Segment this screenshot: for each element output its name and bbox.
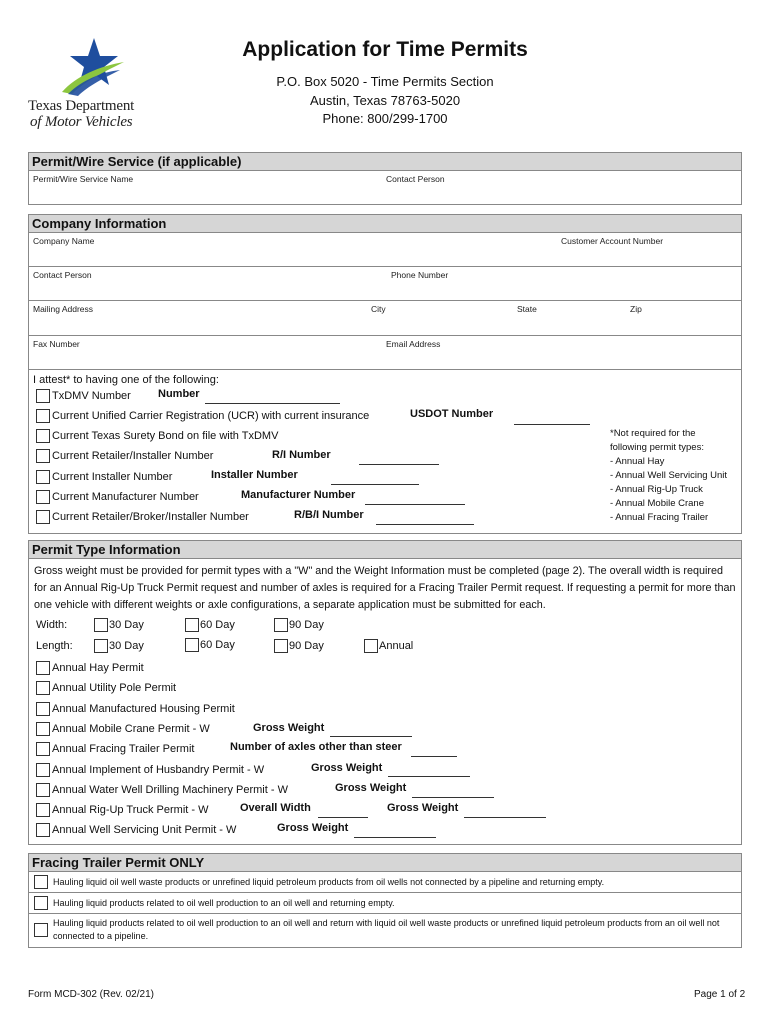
fracing-checkbox[interactable]: [36, 742, 50, 756]
crane-gross-weight-label: Gross Weight: [253, 722, 325, 734]
phone-number-field[interactable]: [389, 281, 737, 299]
length-60-checkbox[interactable]: [185, 638, 199, 652]
retailer-installer-label: Current Retailer/Installer Number: [52, 450, 214, 462]
water-well-gross-weight-label: Gross Weight: [335, 782, 407, 794]
note-line: - Annual Well Servicing Unit: [610, 470, 728, 481]
rbi-number-field[interactable]: [376, 524, 474, 525]
attest-intro: I attest* to having one of the following:: [33, 374, 219, 386]
note-line: following permit types:: [610, 442, 704, 453]
utility-checkbox[interactable]: [36, 681, 50, 695]
permit-type-box: [28, 559, 742, 845]
city-field[interactable]: [369, 315, 509, 333]
fracing-opt2-label: Hauling liquid products related to oil well production to an oil well and returning empty.: [53, 898, 395, 908]
note-line: - Annual Mobile Crane: [610, 498, 704, 509]
email-field[interactable]: [384, 350, 736, 368]
rbi-checkbox[interactable]: [36, 510, 50, 524]
husbandry-label: Annual Implement of Husbandry Permit - W: [52, 764, 265, 776]
customer-account-field[interactable]: [559, 247, 737, 265]
axles-label: Number of axles other than steer: [230, 741, 402, 753]
state-label: State: [517, 304, 537, 314]
rigup-gross-weight-field[interactable]: [464, 817, 546, 818]
company-name-field[interactable]: [31, 247, 531, 265]
hay-checkbox[interactable]: [36, 661, 50, 675]
company-box: [28, 233, 742, 370]
manufacturer-label: Current Manufacturer Number: [52, 491, 199, 503]
page-title: Application for Time Permits: [242, 38, 528, 61]
water-well-label: Annual Water Well Drilling Machinery Permit - W: [52, 784, 288, 796]
note-line: - Annual Rig-Up Truck: [610, 484, 703, 495]
water-well-gross-weight-field[interactable]: [412, 797, 494, 798]
txdmv-number-label: Number: [158, 388, 200, 400]
fracing-only-box: [28, 872, 742, 948]
permit-type-heading: Permit Type Information: [28, 540, 742, 559]
fracing-opt3-checkbox[interactable]: [34, 923, 48, 937]
star-logo-icon: [58, 36, 128, 98]
manufacturer-number-field[interactable]: [365, 504, 465, 505]
installer-label: Current Installer Number: [52, 471, 173, 483]
length-90-checkbox[interactable]: [274, 639, 288, 653]
width-60-label: 60 Day: [200, 619, 235, 631]
width-30-label: 30 Day: [109, 619, 144, 631]
axles-field[interactable]: [411, 756, 457, 757]
crane-gross-weight-field[interactable]: [330, 736, 412, 737]
crane-label: Annual Mobile Crane Permit - W: [52, 723, 210, 735]
hay-label: Annual Hay Permit: [52, 662, 144, 674]
address-line2: Austin, Texas 78763-5020: [309, 93, 461, 108]
mailing-address-label: Mailing Address: [33, 304, 94, 314]
fracing-opt2-checkbox[interactable]: [34, 896, 48, 910]
permit-type-description: Gross weight must be provided for permit types with a "W" and the Weight Information must be completed (page 2). The overall width is required for an Annual Rig-Up Truck Permit request and number of axles is required for a Fracing Trailer Permit request. If requesting a permit for more than one vehicle with different weights or axle configurations, a separate application must be submitted for each.: [34, 565, 736, 611]
permit-wire-heading: Permit/Wire Service (if applicable): [28, 152, 742, 171]
permit-wire-box: [28, 171, 742, 205]
ucr-label: Current Unified Carrier Registration (UCR) with current insurance: [52, 410, 370, 422]
customer-account-label: Customer Account Number: [561, 236, 664, 246]
retailer-installer-checkbox[interactable]: [36, 449, 50, 463]
width-label: Width:: [36, 619, 68, 631]
ri-number-field[interactable]: [359, 464, 439, 465]
logo-text-line2: of Motor Vehicles: [30, 114, 133, 130]
husbandry-gross-weight-label: Gross Weight: [311, 762, 383, 774]
fracing-opt3-label: Hauling liquid products related to oil well production to an oil well and return with liquid oil well waste products or unrefined liquid petroleum products from an oil well not connected to a pipeline.: [53, 918, 720, 941]
note-line: - Annual Hay: [610, 456, 665, 467]
page-number: Page 1 of 2: [694, 989, 746, 1000]
well-servicing-gross-weight-field[interactable]: [354, 837, 436, 838]
contact-person-label: Contact Person: [33, 270, 92, 280]
txdmv-label: TxDMV Number: [52, 390, 131, 402]
surety-checkbox[interactable]: [36, 429, 50, 443]
company-heading: Company Information: [28, 214, 742, 233]
fracing-label: Annual Fracing Trailer Permit: [52, 743, 195, 755]
note-line: - Annual Fracing Trailer: [610, 512, 709, 523]
length-annual-checkbox[interactable]: [364, 639, 378, 653]
fax-field[interactable]: [31, 350, 371, 368]
logo-text-line1: Texas Department: [28, 98, 135, 114]
installer-checkbox[interactable]: [36, 470, 50, 484]
fracing-opt1-checkbox[interactable]: [34, 875, 48, 889]
note-line: *Not required for the: [610, 428, 696, 439]
contact-person-field[interactable]: [31, 281, 371, 299]
company-name-label: Company Name: [33, 236, 95, 246]
mailing-address-field[interactable]: [31, 315, 361, 333]
surety-label: Current Texas Surety Bond on file with TxDMV: [52, 430, 279, 442]
phone-number-label: Phone Number: [391, 270, 449, 280]
fracing-only-heading: Fracing Trailer Permit ONLY: [28, 853, 742, 872]
husbandry-checkbox[interactable]: [36, 763, 50, 777]
length-annual-label: Annual: [379, 640, 414, 652]
husbandry-gross-weight-field[interactable]: [388, 776, 470, 777]
permit-wire-name-label: Permit/Wire Service Name: [33, 174, 134, 184]
overall-width-label: Overall Width: [240, 802, 311, 814]
rbi-label: Current Retailer/Broker/Installer Number: [52, 511, 249, 523]
length-label: Length:: [36, 640, 73, 652]
txdmv-checkbox[interactable]: [36, 389, 50, 403]
crane-checkbox[interactable]: [36, 722, 50, 736]
address-line1: P.O. Box 5020 - Time Permits Section: [276, 74, 494, 89]
rigup-checkbox[interactable]: [36, 803, 50, 817]
ri-number-label: R/I Number: [272, 449, 331, 461]
not-required-note: [610, 427, 727, 525]
well-servicing-checkbox[interactable]: [36, 823, 50, 837]
rbi-number-label: R/B/I Number: [294, 509, 364, 521]
width-90-checkbox[interactable]: [274, 618, 288, 632]
length-90-label: 90 Day: [289, 640, 324, 652]
attest-box: [28, 370, 742, 534]
width-30-checkbox[interactable]: [94, 618, 108, 632]
fax-label: Fax Number: [33, 339, 80, 349]
ucr-checkbox[interactable]: [36, 409, 50, 423]
utility-label: Annual Utility Pole Permit: [52, 682, 177, 694]
rigup-gross-weight-label: Gross Weight: [387, 802, 459, 814]
length-30-checkbox[interactable]: [94, 639, 108, 653]
form-number: Form MCD-302 (Rev. 02/21): [28, 989, 154, 1000]
permit-wire-contact-field[interactable]: [384, 185, 734, 203]
housing-label: Annual Manufactured Housing Permit: [52, 703, 235, 715]
manufacturer-checkbox[interactable]: [36, 490, 50, 504]
well-servicing-gross-weight-label: Gross Weight: [277, 822, 349, 834]
rigup-label: Annual Rig-Up Truck Permit - W: [52, 804, 209, 816]
state-field[interactable]: [515, 315, 623, 333]
zip-field[interactable]: [628, 315, 736, 333]
housing-checkbox[interactable]: [36, 702, 50, 716]
email-label: Email Address: [386, 339, 441, 349]
installer-number-field[interactable]: [331, 484, 419, 485]
manufacturer-number-label: Manufacturer Number: [241, 489, 356, 501]
phone-line: Phone: 800/299-1700: [322, 111, 448, 126]
usdot-field[interactable]: [514, 424, 590, 425]
txdmv-logo: [28, 36, 168, 131]
city-label: City: [371, 304, 386, 314]
permit-wire-contact-label: Contact Person: [386, 174, 445, 184]
length-60-label: 60 Day: [200, 639, 235, 651]
usdot-label: USDOT Number: [410, 408, 494, 420]
installer-number-label: Installer Number: [211, 469, 298, 481]
well-servicing-label: Annual Well Servicing Unit Permit - W: [52, 824, 237, 836]
zip-label: Zip: [630, 304, 642, 314]
overall-width-field[interactable]: [318, 817, 368, 818]
permit-wire-name-field[interactable]: [31, 185, 371, 203]
width-90-label: 90 Day: [289, 619, 324, 631]
fracing-opt1-label: Hauling liquid oil well waste products or unrefined liquid petroleum products from oil wells not connected by a pipeline and returning empty.: [53, 877, 605, 887]
txdmv-number-field[interactable]: [205, 403, 340, 404]
length-30-label: 30 Day: [109, 640, 144, 652]
width-60-checkbox[interactable]: [185, 618, 199, 632]
water-well-checkbox[interactable]: [36, 783, 50, 797]
